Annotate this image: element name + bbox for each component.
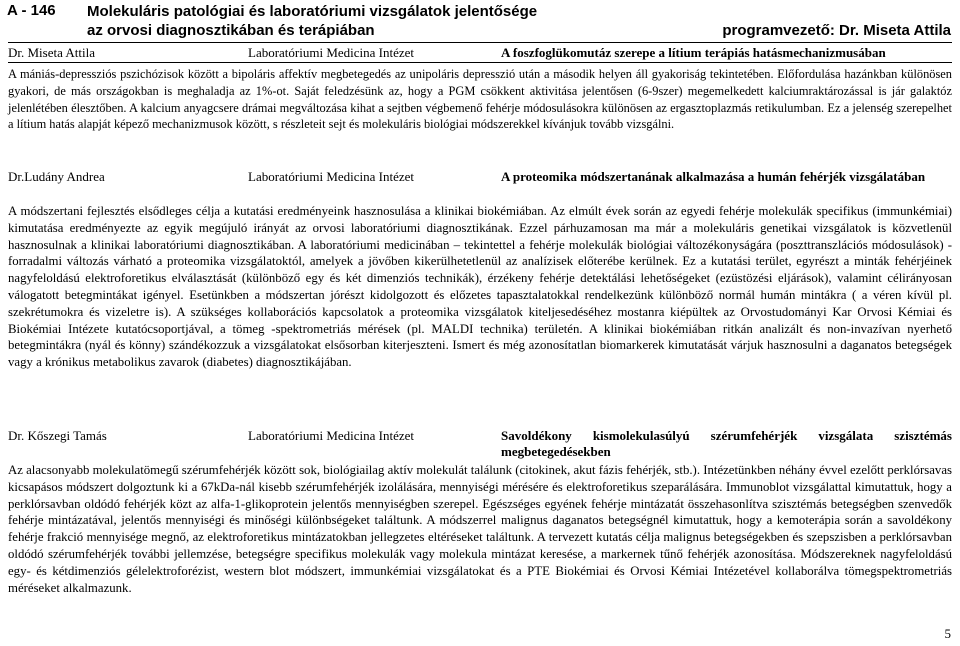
- entry-header: [8, 428, 952, 460]
- entry-institute: Laboratóriumi Medicina Intézet: [248, 45, 415, 60]
- entry-author: Dr.Ludány Andrea: [8, 169, 105, 184]
- entry-author: Dr. Kőszegi Tamás: [8, 428, 107, 443]
- page-number: 5: [944, 626, 951, 641]
- entry-topic: Savoldékony kismolekulasúlyú szérumfehérjék vizsgálata szisztémás megbetegedésekben: [501, 428, 952, 459]
- entry-author: Dr. Miseta Attila: [8, 45, 96, 60]
- entry-abstract: A mániás-depressziós pszichózisok között a bipoláris affektív megbetegedés az unipoláris depresszió után a második helyen áll gyakoriság tekintetében. Előfordulása hazánkban különösen gyakori, de más országokban is meghaladja az 1%-ot. Saját feledzésünk az, hogy a PGM csökkent aktivitása jelentősen (6-9szer) megemelkedett kalciumraktározással is jár galaktóz jelenlétében élesztőben. A kalcium anyagcsere drámai megváltozása kihat a sejtben végbemenő fehérje módosulásokra különösen az ergasztoplazmás retikulumban. Ez a jelenség szerepelhet a lítium hatás alapját képező mechanizmusok között, s részleteit sejt és molekuláris biológiai módszerekkel kívánjuk tovább vizsgálni.: [8, 67, 952, 132]
- entry-topic: A proteomika módszertanának alkalmazása a humán fehérjék vizsgálatában: [501, 169, 926, 184]
- entry-abstract: Az alacsonyabb molekulatömegű szérumfehérjék között sok, biológiailag aktív molekulát találunk (citokinek, akut fázis fehérjék, stb.). Intézetünkben néhány évvel ezelőtt perklórsavas kicsapásos módszert dolgoztunk ki a 67kDa-nál kisebb szérumfehérjék izolálására, mennyiségi mérésére és elektroforetikus szeparálására. Immunoblot vizsgálattal kimutattuk, hogy a perklórsavban oldódó fehérjék közt az alfa-1-glikoprotein jelentős mennyiségben szerepel. Egészséges egyének fehérje mintázatát összehasonlítva szisztémás betegségben szenvedők fehérje mintázatával, jelentős mennyiségi és minőségi különbségeket találtunk. A módszerrel malignus daganatos betegségnél kimutattuk, hogy a kemoterápia során a savoldékony fehérje frakció mennyisége megnő, az elektroforetikus mintázatokban jellegzetes eltéréseket találtunk. A tervezett kutatás célja malignus betegségekben és szepszisben a perklórsavban oldódó szérumfehérjék további jellemzése, betegségre specifikus molekulák vagy molekula mintázat keresése, a markernek tűnő fehérjék azonosítása. Módszereknek nagyfeloldású egy- és kétdimenziós gélelektroforézist, western blot módszert, immunkémiai vizsgálatokat és a PTE Biokémiai és Orvosi Kémiai Intézetével kollaborálva tömegspektrometriás méréseket alkalmazunk.: [8, 463, 952, 595]
- research-entry: [8, 428, 952, 595]
- entry-header: [8, 169, 952, 201]
- research-entry: [8, 169, 952, 370]
- research-entry: [8, 42, 952, 132]
- entry-institute: Laboratóriumi Medicina Intézet: [248, 428, 415, 443]
- entry-topic: A foszfoglükomutáz szerepe a lítium terápiás hatásmechanizmusában: [501, 45, 886, 60]
- program-leader: programvezető: Dr. Miseta Attila: [722, 22, 951, 39]
- project-title-line-2: az orvosi diagnosztikában és terápiában: [87, 22, 375, 39]
- divider-line: [8, 62, 952, 63]
- project-code: A - 146: [7, 2, 56, 19]
- entry-abstract: A módszertani fejlesztés elsődleges célja a kutatási eredményeink hasznosulása a klinikai biokémiában. Az elmúlt évek során az egyedi fehérje molekulák specifikus (immunkémiai) kimutatása eredményezte az egyik megújuló irányát az orvosi laboratóriumi diagnosztikának. Ezzel párhuzamosan ma már a molekuláris genetikai vizsgálatok is közvetlenül hasznosulnak a klinikai laboratóriumi diagnosztikában. A laboratóriumi medicinában – tekintettel a fehérje molekulák biológiai változékonyságára (poszttranszlációs módosulások) - forradalmi változás várható a proteomika vizsgálatoktól, amelyek a jövőben kikerülhetetlenül az analízisek előterébe kerülnek. Ez a kutatási terület, egyrészt a minták fehérjéinek nagyfeloldású elektroforetikus elválasztását (különböző egy és két dimenziós technikák), érzékeny fehérje detektálási lehetőségeket (ezüstözési eljárások), valamint célirányosan válogatott betegmintákat igényel. Esetünkben a módszertan jórészt kidolgozott és előzetes tapasztalatokkal rendelkezünk különböző normál humán mintákra ( a véren kívül pl. szekrétumokra és vizeletre is). A szükséges kollaborációs kapcsolatok a proteomika vizsgálatok kiteljesedéséhez mostanra kiépültek az Orvostudományi Kar Orvosi Kémiai és Biokémiai Intézete kutatócsoportjával, a tömeg -spektrometriás mérések (pl. MALDI technika) területén. A klinikai biokémiában ritkán analizált és non-invazívan nyerhető betegmintákra (nyál és könny) szándékozzuk a vizsgálatokat elsősorban kiterjeszteni. Ismert és még azonosítatlan biomarkerek kimutatását várjuk hasznosulni a daganatos betegségek vagy a krónikus metabolikus zavarok (diabetes) diagnosztikájában.: [8, 204, 952, 370]
- project-title-line-1: Molekuláris patológiai és laboratóriumi vizsgálatok jelentősége: [87, 3, 538, 20]
- divider-line: [8, 42, 952, 43]
- entry-header: [8, 45, 952, 61]
- document-header: [7, 0, 953, 40]
- project-title: [87, 2, 537, 40]
- entry-institute: Laboratóriumi Medicina Intézet: [248, 169, 415, 184]
